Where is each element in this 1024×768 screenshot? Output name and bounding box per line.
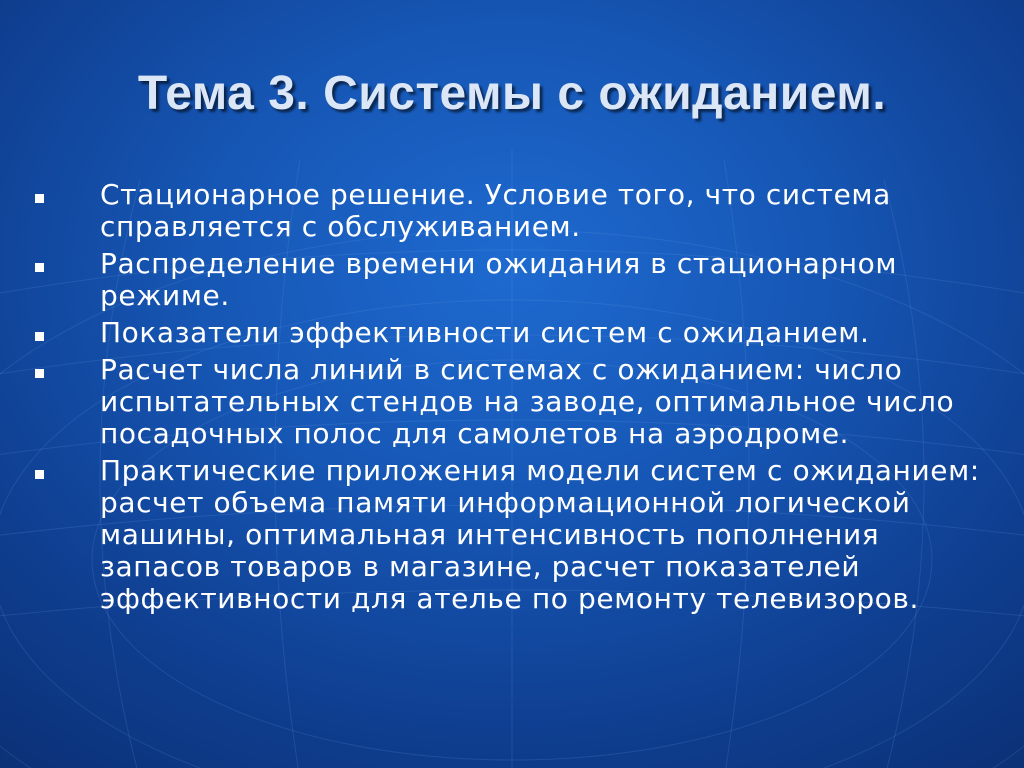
bullet-text: Стационарное решение. Условие того, что система справляется с обслуживанием. xyxy=(100,178,891,243)
bullet-item-number-of-lines xyxy=(32,354,992,450)
square-bullet-icon xyxy=(35,470,44,479)
bullet-text: Практические приложения модели систем с ожиданием: расчет объема памяти информационной логической машины, оптимальная интенсивность пополнения запасов товаров в магазине, расчет показателей эффективности для ателье по ремонту телевизоров. xyxy=(100,454,980,615)
square-bullet-icon xyxy=(35,263,44,272)
bullet-item-waiting-time-distribution xyxy=(32,248,992,312)
bullet-item-practical-applications xyxy=(32,455,992,615)
bullet-text: Расчет числа линий в системах с ожиданием: число испытательных стендов на заводе, оптимальное число посадочных полос для самолетов на аэродроме. xyxy=(100,353,955,450)
square-bullet-icon xyxy=(35,369,44,378)
bullet-item-efficiency-indicators xyxy=(32,317,992,349)
slide-title: Тема 3. Системы с ожиданием. xyxy=(137,67,887,120)
bullet-list xyxy=(32,179,992,620)
bullet-text: Распределение времени ожидания в стационарном режиме. xyxy=(100,247,898,312)
square-bullet-icon xyxy=(35,194,44,203)
square-bullet-icon xyxy=(35,332,44,341)
bullet-text: Показатели эффективности систем с ожиданием. xyxy=(100,316,870,349)
bullet-item-stationary-solution xyxy=(32,179,992,243)
